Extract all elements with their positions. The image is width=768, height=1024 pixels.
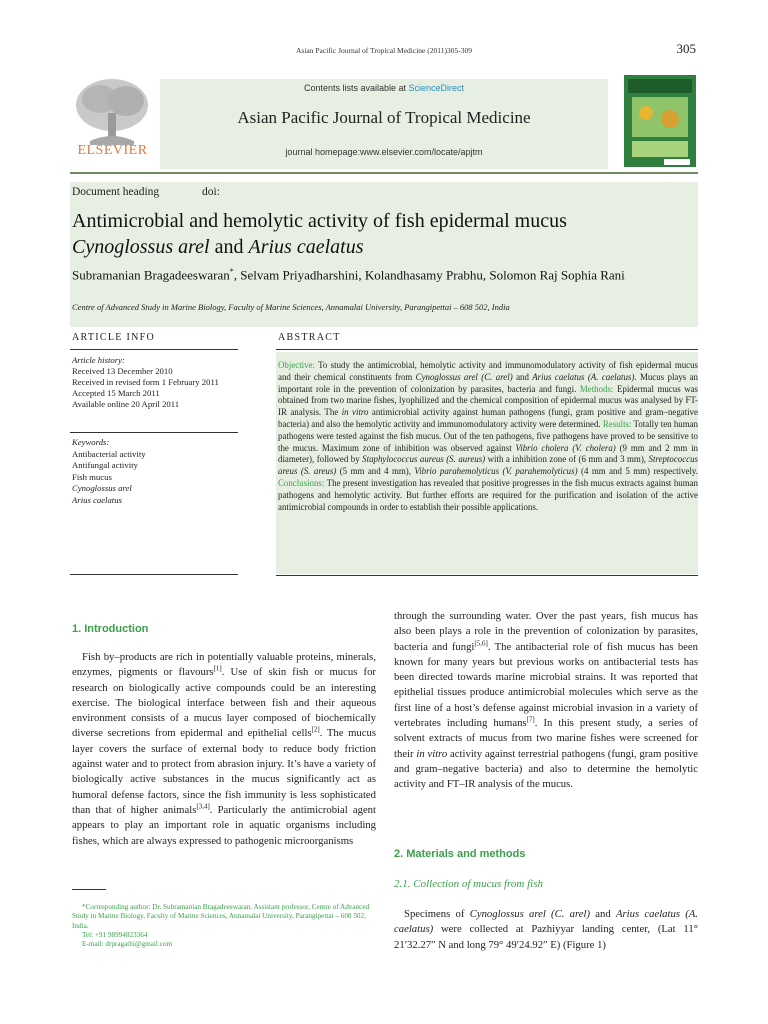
body-span: Specimens of: [404, 908, 470, 920]
abstract-species: Arius caelatus (A. caelatus).: [532, 371, 637, 382]
article-info-heading: ARTICLE INFO: [72, 332, 156, 343]
introduction-heading: 1. Introduction: [72, 623, 149, 635]
keywords: [72, 437, 238, 506]
citation: [1]: [213, 664, 222, 673]
history-item: Received in revised form 1 February 2011: [72, 377, 219, 387]
journal-cover-image: [624, 75, 696, 167]
introduction-paragraph: [72, 650, 376, 849]
abstract-span: To study the antimicrobial, hemolytic activity and immunomodulatory activity of fish epidermal mucus and their chemical constituents from: [278, 360, 698, 382]
keyword: Arius caelatus: [72, 494, 122, 505]
title-species2: Arius caelatus: [248, 236, 364, 258]
body-span: activity against terrestrial pathogens (fungi, gram positive and gram–negative bacteria) and also to determine the hemolytic activity and FT–IR analysis of the mucus.: [394, 747, 698, 791]
corresponding-author-footnote: [72, 903, 376, 949]
elsevier-logo: [70, 75, 155, 161]
citation: [7]: [526, 715, 535, 724]
title-species1: Cynoglossus arel: [72, 236, 210, 258]
abstract-span: Totally ten human pathogens were tested against the fish mucus. Out of the ten pathogens, five pathogens have proved to be sensitive to the mucus. Maximum zone of inhibition was observed against: [278, 418, 698, 453]
objective-label: Objective:: [278, 360, 315, 370]
keyword: Antibacterial activity: [72, 448, 146, 459]
doi-label: doi:: [202, 186, 220, 198]
history-item: Accepted 15 March 2011: [72, 388, 160, 398]
first-author: Subramanian Bragadeeswaran: [72, 267, 230, 283]
abstract-span: Epidermal mucus was obtained from two marine fishes, lyophilized and the chemical composition of epidermal mucus was analysed by FT-IR analysis. The: [278, 383, 698, 418]
abstract-species: Vibrio cholera (V. cholera): [515, 442, 616, 453]
history-item: Available online 20 April 2011: [72, 399, 180, 409]
footnote-text: *Corresponding author: Dr. Subramanian Bragadeeswaran, Assistant professor, Centre of Advanced Study in Marine Biology, Faculty of Marine Sciences, Annamalai University, Parangipettai – 608 502, India.: [72, 903, 370, 930]
conclusions-label: Conclusions:: [278, 477, 325, 488]
footnote-tel: Tel: +91 98994823364: [82, 930, 148, 939]
methods-label: Methods:: [576, 383, 614, 394]
journal-homepage[interactable]: journal homepage:www.elsevier.com/locate/apjtm: [285, 147, 483, 157]
article-info-rule: [70, 432, 238, 433]
methods-heading: 2. Materials and methods: [394, 848, 526, 860]
abstract-span: with a inhibition zone of (6 mm and 3 mm),: [485, 454, 649, 465]
article-info-rule: [70, 349, 238, 350]
abstract-heading: ABSTRACT: [278, 332, 341, 343]
abstract-text: [278, 360, 698, 513]
abstract-rule: [276, 349, 698, 350]
page-number: 305: [676, 41, 696, 56]
abstract-species: Vibrio parahemolyticus (V. parahemolyticus): [414, 466, 578, 477]
article-title-line2: [72, 236, 364, 259]
body-italic: Cynoglossus arel (C. arel): [469, 908, 591, 920]
keyword: Antifungal activity: [72, 460, 138, 470]
abstract-rule: [276, 575, 698, 576]
contents-prefix: Contents lists available at: [303, 83, 409, 93]
article-history: [72, 355, 238, 410]
body-span: . Use of skin fish or mucus for research on biologically active compounds could be an interesting exercise. The biological interface between fish and their aqueous environment consists of a mucus layer composed of biochemically diverse secretions from epidermal and epithelial cells: [72, 666, 376, 740]
methods-subheading: 2.1. Collection of mucus from fish: [394, 878, 544, 890]
citation: [3,4]: [196, 802, 210, 811]
document-heading: Document heading: [72, 186, 160, 198]
results-label: Results:: [600, 418, 632, 429]
journal-title: Asian Pacific Journal of Tropical Medicine: [237, 108, 531, 127]
introduction-continued: [394, 609, 698, 793]
article-title-line1: Antimicrobial and hemolytic activity of fish epidermal mucus: [72, 210, 567, 232]
abstract-span: (9 mm and 2 mm in diameter), followed by: [278, 442, 698, 465]
abstract-species: Cynoglossus arel (C. arel): [415, 371, 513, 382]
body-italic: in vitro: [416, 747, 448, 760]
body-italic: Arius caelatus (A. caelatus): [394, 908, 698, 936]
contents-line: [160, 83, 608, 93]
body-span: Fish by–products are rich in potentially valuable proteins, minerals, enzymes, pigments or flavours: [72, 651, 376, 679]
running-header: Asian Pacific Journal of Tropical Medicine (2011)305-309: [296, 46, 472, 55]
body-span: . Particularly the antimicrobial agent appears to play an important role in aquatic organisms including fishes, which are always expressed to pathogenic microorganisms: [72, 803, 377, 847]
abstract-species: Streptococcus areus (S. areus): [278, 454, 698, 477]
abstract-span: (5 mm and 4 mm),: [336, 466, 415, 477]
body-span: . In this present study, a series of solvent extracts of mucus from two marine fishes were screened for their: [394, 717, 699, 760]
abstract-span: and: [512, 371, 533, 382]
body-span: were collected at Pazhiyyar landing center, (Lat 11° 21′32.27″ N and long 79° 49′24.92″ E) (Figure 1): [394, 923, 698, 951]
journal-cover-icon: [624, 75, 696, 167]
keyword: Fish mucus: [72, 471, 112, 482]
keyword: Cynoglossus arel: [72, 483, 132, 493]
history-label: Article history:: [72, 355, 125, 365]
elsevier-wordmark: ELSEVIER: [77, 143, 148, 158]
citation: [5,6]: [474, 639, 488, 648]
abstract-italic: in vitro: [341, 407, 369, 418]
footnote-rule: [72, 889, 106, 890]
masthead-rule: [70, 172, 698, 174]
history-item: Received 13 December 2010: [72, 366, 173, 376]
corresponding-mark: *: [229, 267, 234, 276]
methods-paragraph: [394, 907, 698, 953]
keywords-label: Keywords:: [72, 437, 110, 447]
title-and: and: [209, 236, 249, 258]
body-span: through the surrounding water. Over the past years, fish mucus has also been plays a role in the prevention of colonization by parasites, bacteria and fungi: [394, 610, 698, 653]
article-info-rule: [70, 574, 238, 575]
body-span: . The antibacterial role of fish mucus has been known for many years but previous works on antibacterial tests has been directed towards marine microbial strains. It was reported that epithelial tissues produce antimicrobial molecules which serve as the first line of a host’s defense against microbial invasion in a variety of vertebrates including humans: [394, 640, 698, 730]
body-span: and: [590, 908, 616, 920]
body-span: . The mucus layer covers the surface of external body to reduce body friction against water and to protect from abrasion injury. It’s have a variety of biologically active substances in the mucus significantly act as humoral defense factors, since the fish immunity is less sophisticated than that of higher animals: [72, 727, 376, 816]
sciencedirect-link[interactable]: ScienceDirect: [408, 83, 465, 93]
author-list: [72, 267, 625, 283]
abstract-species: Staphylococcus aureus (S. aureus): [362, 454, 486, 465]
abstract-span: The present investigation has revealed that positive progresses in the fish mucus extracts against human pathogens and hemolytic activity. But further efforts are required for the purification and isolation of the active antimicrobial compounds in order to establish their possible applications.: [278, 477, 698, 512]
abstract-span: (4 mm and 5 mm) respectively.: [577, 466, 698, 477]
abstract-span: antimicrobial activity against human pathogens (fungi, gram positive and gram–negative bacteria) and also the hemolytic activity and immunomodulatory activity were determined.: [278, 407, 699, 429]
other-authors: , Selvam Priyadharshini, Kolandhasamy Prabhu, Solomon Raj Sophia Rani: [233, 267, 625, 283]
citation: [2]: [311, 725, 320, 734]
abstract-span: Mucus plays an important role in the prevention of colonization by parasites, bacteria and fungi.: [278, 371, 698, 394]
footnote-email[interactable]: E-mail: drpragathi@gmail.com: [82, 940, 173, 949]
affiliation: Centre of Advanced Study in Marine Biology, Faculty of Marine Sciences, Annamalai University, Parangipettai – 608 502, India: [72, 302, 510, 312]
